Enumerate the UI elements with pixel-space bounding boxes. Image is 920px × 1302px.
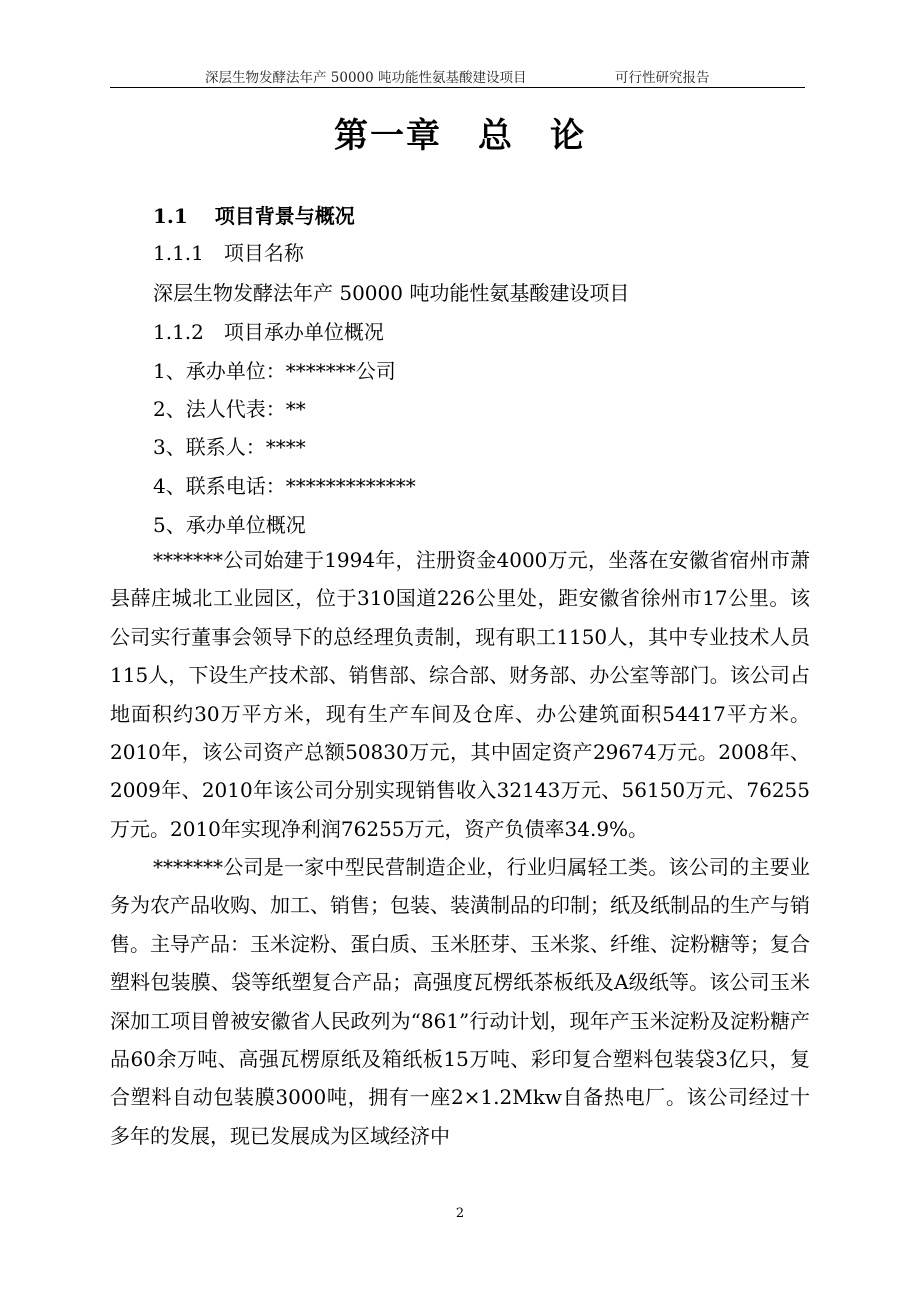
body-paragraph: *******公司始建于1994年，注册资金4000万元，坐落在安徽省宿州市萧县薛庄城北工业园区，位于310国道226公里处，距安徽省徐州市17公里。该公司实行董事会领导下的总经理负责制，现有职工1150人，其中专业技术人员115人，下设生产技术部、销售部、综合部、财务部、办公室等部门。该公司占地面积约30万平方米，现有生产车间及仓库、办公建筑面积54417平方米。2010年，该公司资产总额50830万元，其中固定资产29674万元。2008年、2009年、2010年该公司分别实现销售收入32143万元、56150万元、76255万元。2010年实现净利润76255万元，资产负债率34.9%。	[110, 548, 810, 841]
header-report-type: 可行性研究报告	[615, 70, 710, 86]
list-item: 5、承办单位概况	[153, 513, 306, 537]
list-item: 1、承办单位：*******公司	[153, 359, 396, 383]
header-project-title: 深层生物发酵法年产 50000 吨功能性氨基酸建设项目	[205, 70, 527, 86]
list-item: 2、法人代表：**	[153, 397, 306, 421]
chapter-title: 第一章 总 论	[334, 116, 586, 156]
section-heading-1-1-1: 1.1.1 项目名称	[153, 241, 304, 265]
project-name: 深层生物发酵法年产 50000 吨功能性氨基酸建设项目	[153, 281, 630, 305]
section-heading-1-1-2: 1.1.2 项目承办单位概况	[153, 320, 384, 344]
page-number: 2	[455, 1206, 465, 1221]
section-heading-1-1: 1.1 项目背景与概况	[153, 204, 355, 228]
list-item: 4、联系电话：*************	[153, 474, 416, 498]
page-header	[110, 64, 805, 86]
header-divider	[110, 87, 805, 88]
list-item: 3、联系人：****	[153, 435, 306, 459]
body-paragraph: *******公司是一家中型民营制造企业，行业归属轻工类。该公司的主要业务为农产品收购、加工、销售；包装、装潢制品的印制；纸及纸制品的生产与销售。主导产品：玉米淀粉、蛋白质、玉米胚芽、玉米浆、纤维、淀粉糖等；复合塑料包装膜、袋等纸塑复合产品；高强度瓦楞纸茶板纸及A级纸等。该公司玉米深加工项目曾被安徽省人民政列为“861”行动计划，现年产玉米淀粉及淀粉糖产品60余万吨、高强瓦楞原纸及箱纸板15万吨、彩印复合塑料包装袋3亿只，复合塑料自动包装膜3000吨，拥有一座2×1.2Mkw自备热电厂。该公司经过十多年的发展，现已发展成为区域经济中	[110, 855, 810, 1148]
